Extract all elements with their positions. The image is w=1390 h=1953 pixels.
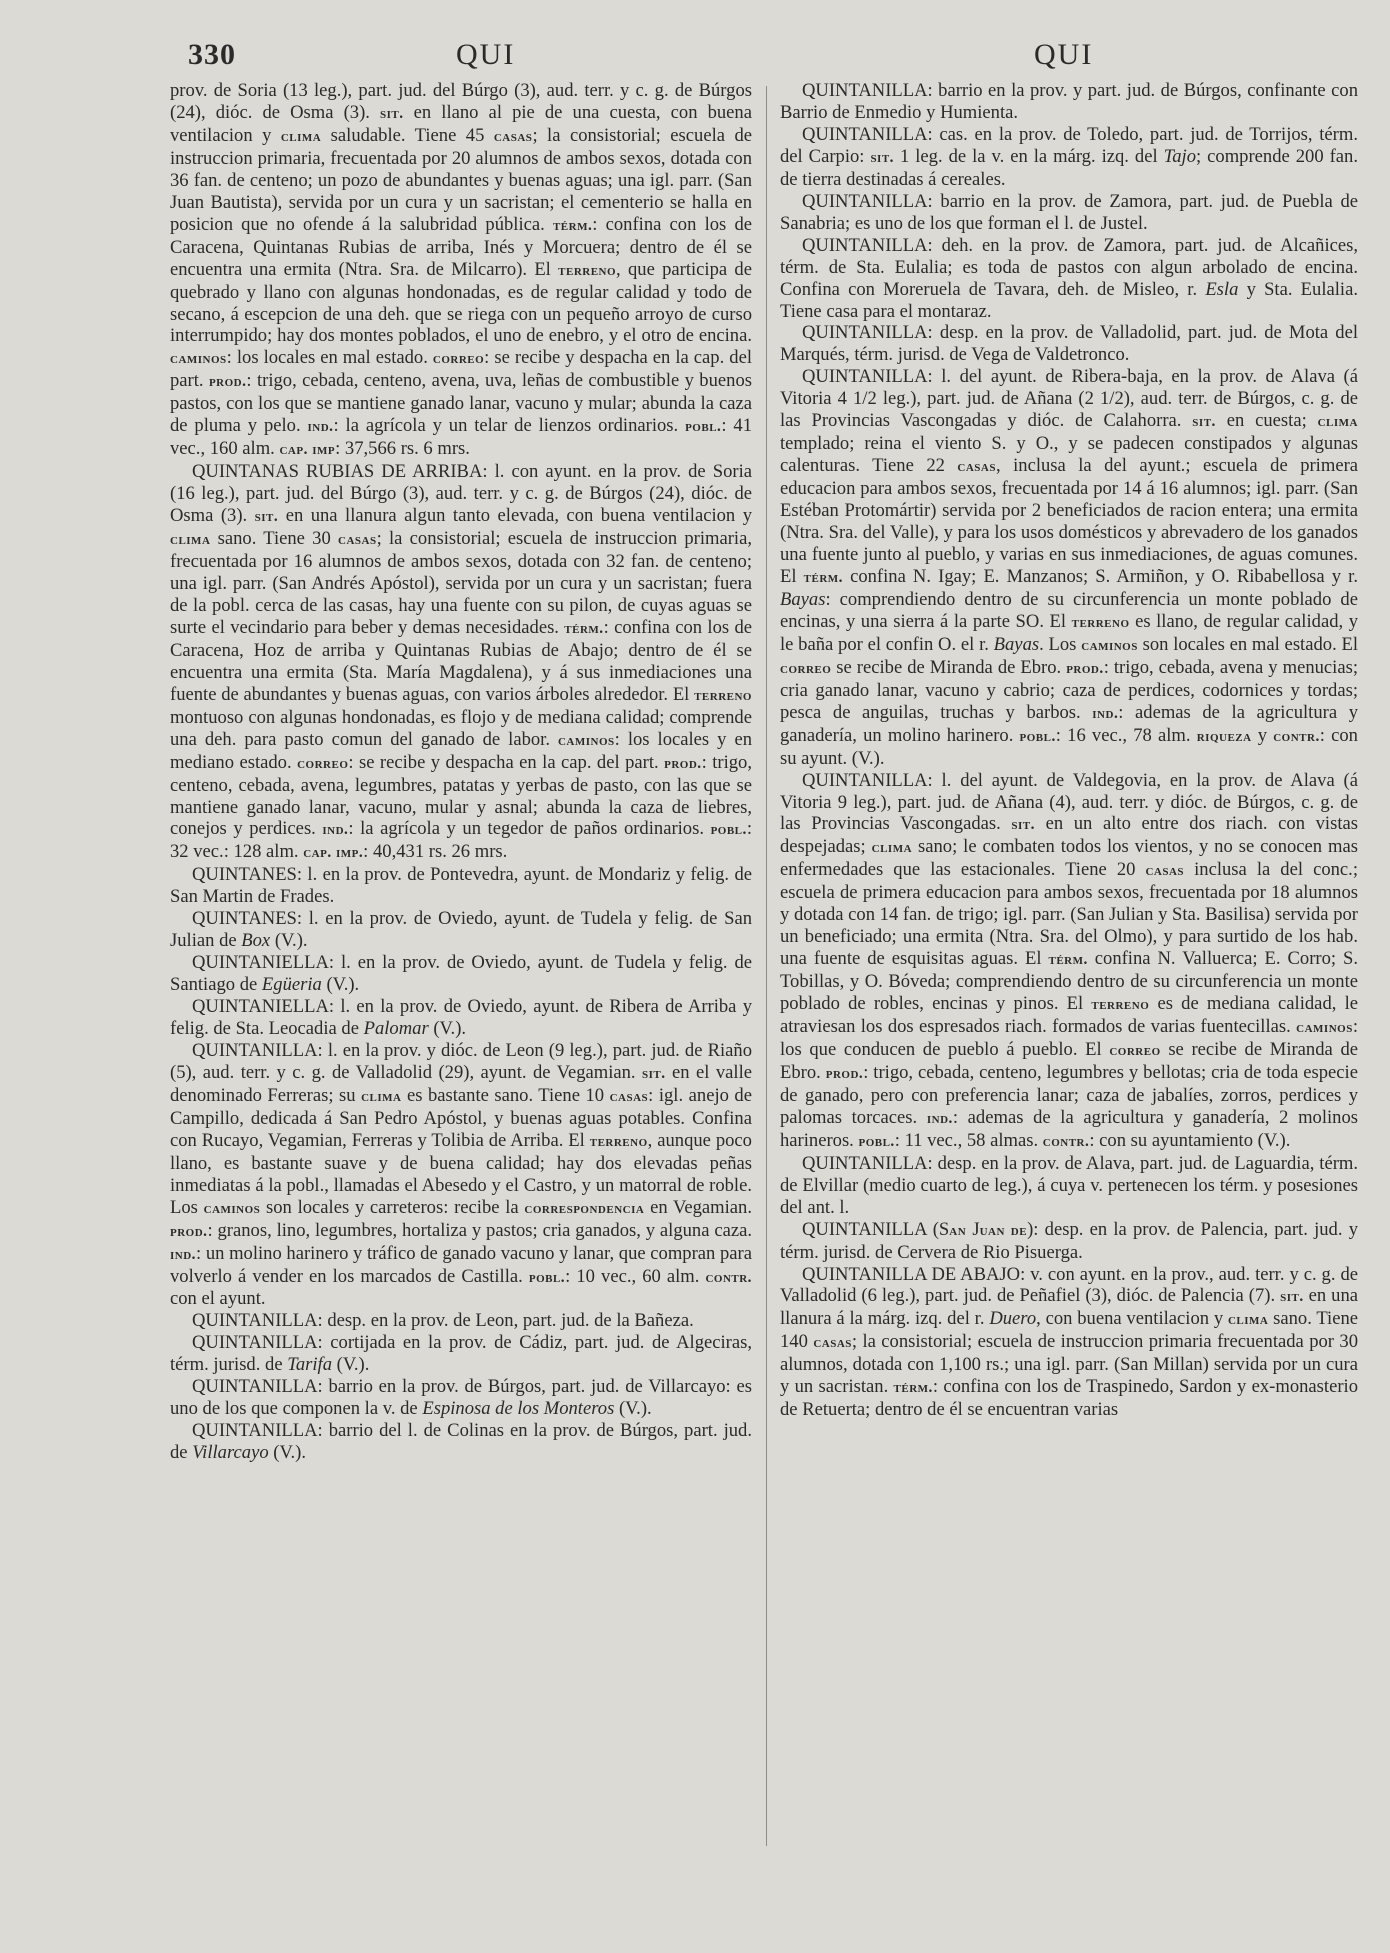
dictionary-entry: QUINTANAS RUBIAS DE ARRIBA: l. con ayunt. en la prov. de Soria (16 leg.), part. jud. del Búrgo (3), aud. terr. y c. g. de Búrgos (24), dióc. de Osma (3). sit. en una llanura algun tanto elevada, con buena ventilacion y clima sano. Tiene 30 casas; la consistorial; escuela de instruccion primaria, frecuentada por 16 alumnos de ambos sexos, dotada con 32 fan. de centeno; una igl. parr. (San Andrés Apóstol), servida por un cura y un sacristan; fuera de la pobl. cerca de las casas, hay una fuente con su pilon, de cuyas aguas se surte el vecindario para beber y demas necesidades. térm.: confina con los de Caracena, Hoz de arriba y Quintanas Rubias de Abajo; dentro de él se encuentra una ermita (Sta. María Magdalena), y á sus inmediaciones una fuente de abundantes y buenas aguas, con varios árboles alrededor. El terreno montuoso con algunas hondonadas, es flojo y de mediana calidad; comprende una deh. para pasto comun del ganado de labor. caminos: los locales y en mediano estado. correo: se recibe y despacha en la cap. del part. prod.: trigo, centeno, cebada, avena, legumbres, patatas y yerbas de pasto, con las que se mantiene ganado lanar, vacuno, mular y asnal; abunda la caza de liebres, conejos y perdices. ind.: la agrícola y un tegedor de paños ordinarios. pobl.: 32 vec.: 128 alm. cap. imp.: 40,431 rs. 26 mrs. xyxy=(170,461,753,863)
dictionary-entry: QUINTANILLA: cas. en la prov. de Toledo, part. jud. de Torrijos, térm. del Carpio: sit. 1 leg. de la v. en la márg. izq. del Tajo; comprende 200 fan. de tierra destinadas á cereales. xyxy=(780,123,1358,190)
right-column xyxy=(780,80,1358,1421)
dictionary-entry: QUINTANILLA: desp. en la prov. de Leon, part. jud. de la Bañeza. xyxy=(192,1310,694,1332)
dictionary-entry: QUINTANILLA: desp. en la prov. de Alava, part. jud. de Laguardia, térm. de Elvillar (medio cuarto de leg.), á cuya v. pertenecen los térm. y posesiones del ant. l. xyxy=(780,1152,1358,1218)
dictionary-entry: QUINTANILLA: barrio en la prov. de Búrgos, part. jud. de Villarcayo: es uno de los que componen la v. de Espinosa de los Monteros (V.). xyxy=(170,1376,752,1420)
dictionary-entry: QUINTANES: l. en la prov. de Pontevedra, ayunt. de Mondariz y felig. de San Martin de Frades. xyxy=(170,864,752,908)
dictionary-entry: QUINTANILLA: deh. en la prov. de Zamora, part. jud. de Alcañices, térm. de Sta. Eulalia; es toda de pastos con algun arbolado de encina. Confina con Moreruela de Tavara, deh. de Misleo, r. Esla y Sta. Eulalia. Tiene casa para el montaraz. xyxy=(780,234,1358,322)
dictionary-entry: QUINTANIELLA: l. en la prov. de Oviedo, ayunt. de Tudela y felig. de Santiago de Egüeria (V.). xyxy=(170,952,752,996)
dictionary-entry: QUINTANILLA (San Juan de): desp. en la prov. de Palencia, part. jud. y térm. jurisd. de Cervera de Rio Pisuerga. xyxy=(780,1218,1358,1263)
dictionary-entry: QUINTANILLA DE ABAJO: v. con ayunt. en la prov., aud. terr. y c. g. de Valladolid (6 leg.), part. jud. de Peñafiel (3), dióc. de Palencia (7). sit. en una llanura á la márg. izq. del r. Duero, con buena ventilacion y clima sano. Tiene 140 casas; la consistorial; escuela de instruccion primaria frecuentada por 30 alumnos, dotada con 1,100 rs.; una igl. parr. (San Millan) servida por un cura y un sacristan. térm.: confina con los de Traspinedo, Sardon y ex-monasterio de Retuerta; dentro de él se encuentran varias xyxy=(780,1263,1358,1421)
dictionary-entry: QUINTANILLA: cortijada en la prov. de Cádiz, part. jud. de Algeciras, térm. jurisd. de Tarifa (V.). xyxy=(170,1332,752,1376)
dictionary-entry: QUINTANILLA: l. en la prov. y dióc. de Leon (9 leg.), part. jud. de Riaño (5), aud. terr. y c. g. de Valladolid (29), ayunt. de Vegamian. sit. en el valle denominado Ferreras; su clima es bastante sano. Tiene 10 casas: igl. anejo de Campillo, dedicada á San Pedro Apóstol, y buenas aguas potables. Confina con Rucayo, Vegamian, Ferreras y Tolibia de Arriba. El terreno, aunque poco llano, es bastante suave y de buena calidad; hay dos elevadas peñas inmediatas á la pobl., llamadas el Abesedo y el Castro, y un matorral de roble. Los caminos son locales y carreteros: recibe la correspondencia en Vegamian. prod.: granos, lino, legumbres, hortaliza y pastos; cria ganados, y alguna caza. ind.: un molino harinero y tráfico de ganado vacuno y lanar, que compran para volverlo á vender en los marcados de Castilla. pobl.: 10 vec., 60 alm. contr. con el ayunt. xyxy=(170,1039,752,1310)
dictionary-entry: QUINTANIELLA: l. en la prov. de Oviedo, ayunt. de Ribera de Arriba y felig. de Sta. Leocadia de Palomar (V.). xyxy=(170,996,752,1040)
dictionary-entry: QUINTANILLA: barrio del l. de Colinas en la prov. de Búrgos, part. jud. de Villarcayo (V.). xyxy=(170,1420,752,1464)
running-head-right: QUI xyxy=(1034,38,1094,71)
dictionary-entry: prov. de Soria (13 leg.), part. jud. del Búrgo (3), aud. terr. y c. g. de Búrgos (24), dióc. de Osma (3). sit. en llano al pie de una cuesta, con buena ventilacion y clima saludable. Tiene 45 casas; la consistorial; escuela de instruccion primaria, frecuentada por 20 alumnos de ambos sexos, dotada con 36 fan. de centeno; un pozo de abundantes y buenas aguas; una igl. parr. (San Juan Bautista), servida por un cura y un sacristan; el cementerio se halla en posicion que no ofende á la salubridad pública. térm.: confina con los de Caracena, Quintanas Rubias de arriba, Inés y Morcuera; dentro de él se encuentra una ermita (Ntra. Sra. de Milcarro). El terreno, que participa de quebrado y llano con algunas hondonadas, es de regular calidad y todo de secano, á escepcion de una deh. que se riega con un pequeño arroyo de curso interrumpido; hay dos montes poblados, el uno de enebro, y el otro de encina. caminos: los locales en mal estado. correo: se recibe y despacha en la cap. del part. prod.: trigo, cebada, centeno, avena, uva, leñas de combustible y buenos pastos, con los que se mantiene ganado lanar, vacuno y mular; abunda la caza de pluma y pelo. ind.: la agrícola y un telar de lienzos ordinarios. pobl.: 41 vec., 160 alm. cap. imp: 37,566 rs. 6 mrs. xyxy=(170,80,753,460)
dictionary-entry: QUINTANES: l. en la prov. de Oviedo, ayunt. de Tudela y felig. de San Julian de Box (V.). xyxy=(170,908,752,952)
dictionary-entry: QUINTANILLA: barrio en la prov. y part. jud. de Búrgos, confinante con Barrio de Enmedio y Humienta. xyxy=(780,80,1358,123)
running-head-left: QUI xyxy=(456,38,516,71)
dictionary-entry: QUINTANILLA: desp. en la prov. de Valladolid, part. jud. de Mota del Marqués, térm. jurisd. de Vega de Valdetronco. xyxy=(780,322,1358,366)
dictionary-entry: QUINTANILLA: l. del ayunt. de Ribera-baja, en la prov. de Alava (á Vitoria 4 1/2 leg.), part. jud. de Añana (2 1/2), aud. terr. de Búrgos, c. g. de las Provincias Vascongadas y dióc. de Calahorra. sit. en cuesta; clima templado; reina el viento S. y O., y se padecen constipados y algunas calenturas. Tiene 22 casas, inclusa la del ayunt.; escuela de primera educacion para ambos sexos, frecuentada por 14 á 16 alumnos; igl. parr. (San Estéban Protomártir) servida por 2 beneficiados de racion entera; una ermita (Ntra. Sra. del Valle), y para los usos domésticos y abrevadero de los ganados una fuente junto al pueblo, y varias en sus inmediaciones, de aguas comunes. El térm. confina N. Igay; E. Manzanos; S. Armiñon, y O. Ribabellosa y r. Bayas: comprendiendo dentro de su circunferencia un monte poblado de encinas, y una sierra á la parte SO. El terreno es llano, de regular calidad, y le baña por el confin O. el r. Bayas. Los caminos son locales en mal estado. El correo se recibe de Miranda de Ebro. prod.: trigo, cebada, avena y menucias; cria ganado lanar, vacuno y cabrio; caza de perdices, codornices y tordas; pesca de anguilas, truchas y barbos. ind.: ademas de la agricultura y ganadería, un molino harinero. pobl.: 16 vec., 78 alm. riqueza y contr.: con su ayunt. (V.). xyxy=(780,366,1359,769)
page-number: 330 xyxy=(188,38,236,71)
left-column xyxy=(170,80,752,1464)
dictionary-entry: QUINTANILLA: l. del ayunt. de Valdegovia, en la prov. de Alava (á Vitoria 9 leg.), part. jud. de Añana (4), aud. terr. y dióc. de Búrgos, c. g. de las Provincias Vascongadas. sit. en un alto entre dos riach. con vistas despejadas; clima sano; le combaten todos los vientos, y no se conocen mas enfermedades que las estacionales. Tiene 20 casas inclusa la del conc.; escuela de primera educacion para ambos sexos, frecuentada por 18 alumnos y dotada con 14 fan. de trigo; igl. parr. (San Julian y Sta. Basilisa) servida por un beneficiado; una ermita (Ntra. Sra. del Olmo), y para surtido de los hab. una fuente de esquisitas aguas. El térm. confina N. Valluerca; E. Corro; S. Tobillas, y O. Bóveda; comprendiendo dentro de su circunferencia un monte poblado de robles, encinas y pinos. El terreno es de mediana calidad, le atraviesan los dos espresados riach. formados de varias fuentecillas. caminos: los que conducen de pueblo á pueblo. El correo se recibe de Miranda de Ebro. prod.: trigo, cebada, centeno, legumbres y bellotas; cria de toda especie de ganado, pero con preferencia lanar; caza de jabalíes, zorros, perdices y palomas torcaces. ind.: ademas de la agricultura y ganadería, 2 molinos harineros. pobl.: 11 vec., 58 almas. contr.: con su ayuntamiento (V.). xyxy=(780,769,1359,1151)
dictionary-entry: QUINTANILLA: barrio en la prov. de Zamora, part. jud. de Puebla de Sanabria; es uno de los que forman el l. de Justel. xyxy=(780,190,1358,234)
column-divider xyxy=(766,86,767,1846)
